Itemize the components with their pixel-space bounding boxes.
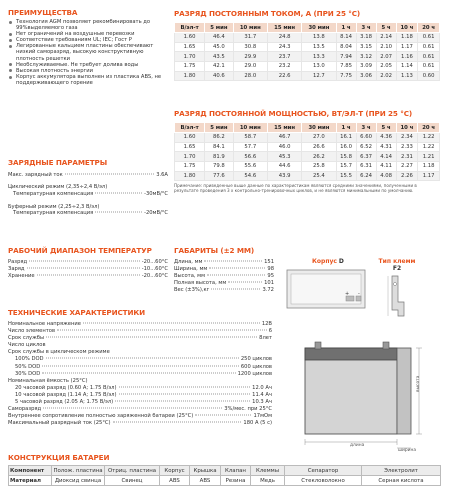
tech-row-value: 3%/мес. при 25°С (224, 406, 272, 413)
tech-row (8, 364, 272, 371)
table-header-row (175, 123, 440, 133)
table-cell: 2.27 (396, 162, 418, 172)
tech-row-value: 600 циклов (240, 363, 272, 370)
table-cell: 4.36 (376, 133, 396, 143)
table-cell: 16.1 (336, 133, 356, 143)
table-cell: 4.14 (376, 152, 396, 162)
table-cell: 13.5 (302, 42, 336, 52)
charge-cycle-comp-value: -30мВ/°С (144, 190, 168, 197)
table-cell: 77.6 (205, 171, 234, 181)
column-header: 3 ч (356, 123, 376, 133)
construction-row (9, 466, 441, 476)
temp-row-label: Заряд (8, 266, 25, 273)
table-cell: 2.14 (376, 33, 396, 43)
table-cell: 79.8 (205, 162, 234, 172)
temp-row (8, 273, 168, 280)
table-cell: 1.75 (175, 162, 205, 172)
table-header-row (175, 23, 440, 33)
charge-cycle-comp-row (8, 191, 168, 197)
charge-buffer-comp-row (8, 210, 168, 216)
charge-max-value: 3.6A (156, 172, 168, 178)
temp-row-label: Разряд (8, 259, 28, 265)
table-cell: 46.4 (205, 33, 234, 43)
table-cell: 1.18 (396, 33, 418, 43)
table-cell: 2.10 (376, 42, 396, 52)
column-header: 5 мин (205, 23, 234, 33)
tech-row-value: 12В (261, 321, 272, 327)
column-header: 1 ч (336, 23, 356, 33)
tech-row-value: 1200 циклов (237, 370, 272, 377)
battery-top-view-drawing (282, 266, 372, 312)
table-cell: 8.04 (336, 42, 356, 52)
column-header: 5 мин (205, 123, 234, 133)
construction-section (8, 453, 444, 486)
table-row (175, 62, 440, 72)
construction-cell: Диоксид свинца (52, 476, 105, 486)
table-cell: 1.75 (175, 62, 205, 72)
table-row (175, 152, 440, 162)
table-cell: 3.12 (356, 52, 376, 62)
case-value: D (338, 258, 344, 265)
table-cell: 26.2 (302, 152, 336, 162)
column-header: 5 ч (376, 123, 396, 133)
tech-title: ТЕХНИЧЕСКИЕ ХАРАКТЕРИСТИКИ (8, 308, 146, 317)
terminal-f2-drawing (384, 272, 414, 322)
table-cell: 22.6 (267, 71, 301, 81)
tech-row-label: 5 часовой разряд (2.05 А; 1.75 В/эл) (15, 399, 114, 406)
tech-row-label: 100% DOD (15, 356, 44, 363)
table-cell: 3.15 (356, 42, 376, 52)
advantages-section (8, 8, 168, 86)
column-header: 10 мин (233, 23, 267, 33)
terminal-value: F2 (392, 265, 402, 272)
tech-row-value: 17мОм (253, 413, 272, 420)
table-cell: 1.21 (418, 152, 440, 162)
table-cell: 1.14 (396, 62, 418, 72)
tech-row-label: Номинальное напряжение (8, 321, 81, 327)
construction-cell: Медь (251, 476, 285, 486)
temp-row (8, 259, 168, 266)
charge-max-label: Макс. зарядный ток (8, 172, 63, 178)
advantages-list (8, 19, 168, 86)
column-header: В/эл-т (175, 23, 205, 33)
temp-section (8, 246, 168, 280)
table-cell: 13.0 (302, 62, 336, 72)
column-header: 3 ч (356, 23, 376, 33)
table-cell: 46.7 (267, 133, 301, 143)
table-cell: 15.5 (336, 171, 356, 181)
construction-cell: ABS (190, 476, 221, 486)
table-cell: 1.22 (418, 142, 440, 152)
table-cell: 29.0 (233, 62, 267, 72)
construction-cell: Резина (221, 476, 251, 486)
table-row (175, 33, 440, 43)
current-table-section (174, 9, 444, 81)
tech-row (8, 371, 272, 378)
construction-cell: Электролит (362, 466, 441, 476)
table-cell: 2.33 (396, 142, 418, 152)
table-cell: 16.0 (336, 142, 356, 152)
table-cell: 40.6 (205, 71, 234, 81)
table-cell: 24.8 (267, 33, 301, 43)
column-header: 10 мин (233, 123, 267, 133)
tech-row-value: 250 циклов (240, 356, 272, 363)
advantage-item: Высокая плотность энергии (8, 68, 168, 74)
tech-row (8, 378, 272, 385)
construction-cell: Клапан (221, 466, 251, 476)
construction-cell: Отриц. пластина (105, 466, 160, 476)
column-header: 20 ч (418, 123, 440, 133)
advantage-item: Корпус аккумулятора выполнен из пластика ABS, не поддерживающего горение (8, 74, 168, 86)
tech-section (8, 308, 272, 427)
table-cell: 44.6 (267, 162, 301, 172)
battery-side-view-drawing (285, 330, 435, 455)
table-cell: 7.75 (336, 71, 356, 81)
table-cell: 6.24 (356, 171, 376, 181)
table-cell: 81.9 (205, 152, 234, 162)
tech-row-label: 50% DOD (15, 363, 41, 370)
advantage-item: Необслуживаемые. Не требует долива воды (8, 62, 168, 68)
table-cell: 13.3 (302, 52, 336, 62)
table-cell: 23.7 (267, 52, 301, 62)
construction-cell: Стекловолокно (285, 476, 362, 486)
table-cell: 7.85 (336, 62, 356, 72)
table-row (175, 171, 440, 181)
table-cell: 1.17 (418, 171, 440, 181)
tech-row (8, 335, 272, 342)
case-label: Корпус (312, 258, 337, 265)
table-row (175, 71, 440, 81)
table-cell: 15.8 (336, 152, 356, 162)
tech-row (8, 342, 272, 349)
table-cell: 1.65 (175, 42, 205, 52)
case-label-group (312, 258, 344, 265)
power-table-title: РАЗРЯД ПОСТОЯННОЙ МОЩНОСТЬЮ, ВТ/ЭЛ-Т (ПРИ 25 °С) (174, 109, 413, 118)
temp-title: РАБОЧИЙ ДИАПАЗОН ТЕМПЕРАТУР (8, 246, 152, 255)
tech-row-value: 11.4 Ач (252, 391, 272, 398)
construction-cell: Полож. пластина (53, 467, 103, 474)
table-cell: 29.9 (233, 52, 267, 62)
table-cell: 15.7 (336, 162, 356, 172)
table-cell: 2.26 (396, 171, 418, 181)
table-cell: 1.18 (418, 162, 440, 172)
tech-row-label: 10 часовой разряд (1.14 А; 1.75 В/эл) (15, 391, 117, 398)
column-header: 10 ч (396, 123, 418, 133)
table-cell: 4.31 (376, 142, 396, 152)
table-cell: 3.18 (356, 33, 376, 43)
tech-row-label: Саморазряд (8, 406, 42, 413)
power-table-note: Примечание: приведенные выше данные по характеристикам являются средними значениями, полученными в результате проведения 3 х контрольно-тренировочных циклов, и не являются минимальными по умолчанию. (174, 183, 417, 194)
table-cell: 8.14 (336, 33, 356, 43)
dims-row-value: 98 (267, 266, 274, 273)
construction-row (9, 476, 441, 486)
table-cell: 6.60 (356, 133, 376, 143)
table-cell: 0.61 (418, 33, 440, 43)
svg-text:-: - (358, 291, 360, 297)
table-cell: 45.3 (267, 152, 301, 162)
advantage-item: Технология AGM позволяет рекомбинировать до 99%выделяемого газа (8, 19, 168, 31)
tech-row (8, 392, 272, 399)
table-cell: 1.60 (175, 33, 205, 43)
table-cell: 31.7 (233, 33, 267, 43)
advantage-item: Нет ограничений на воздушные перевозки (8, 31, 168, 37)
tech-row-label: Срок службы (8, 335, 45, 342)
dims-row-label: Вес (±3%),кг (174, 287, 210, 294)
table-row (175, 42, 440, 52)
tech-row-label: 20 часовой разряд (0.60 А; 1.75 В/эл) (15, 384, 117, 391)
width-mark: ширина (398, 448, 417, 453)
table-cell: 1.17 (396, 42, 418, 52)
construction-table (8, 465, 441, 486)
dims-row (174, 259, 274, 266)
terminal-label: Тип клемм (378, 258, 416, 265)
tech-row-value: 6 (268, 328, 272, 335)
table-cell: 12.7 (302, 71, 336, 81)
dims-row-value: 95 (267, 273, 274, 280)
construction-cell: Свинец (105, 476, 160, 486)
table-cell: 26.6 (302, 142, 336, 152)
table-cell: 43.5 (205, 52, 234, 62)
dims-row (174, 287, 274, 294)
table-cell: 4.08 (376, 171, 396, 181)
dims-row-value: 3.72 (262, 287, 274, 294)
charge-cycle-comp-label: Температурная компенсация (13, 190, 94, 197)
column-header: В/эл-т (175, 123, 205, 133)
table-cell: 1.16 (396, 52, 418, 62)
table-cell: 0.61 (418, 42, 440, 52)
table-cell: 0.61 (418, 52, 440, 62)
table-cell: 86.2 (205, 133, 234, 143)
charge-title: ЗАРЯДНЫЕ ПАРАМЕТРЫ (8, 158, 108, 167)
table-cell: 23.2 (267, 62, 301, 72)
table-cell: 3.09 (356, 62, 376, 72)
table-cell: 1.70 (175, 152, 205, 162)
table-cell: 25.4 (302, 171, 336, 181)
advantage-item: Легированные кальцием пластины обеспечивают низкий саморазряд, высокую конструктивную плотность решетки (8, 43, 168, 61)
dims-row-value: 151 (264, 259, 274, 265)
advantages-title: ПРЕИМУЩЕСТВА (8, 8, 78, 17)
dims-title: ГАБАРИТЫ (±2 ММ) (174, 246, 255, 255)
table-cell: 45.0 (205, 42, 234, 52)
table-row (175, 162, 440, 172)
table-cell: 6.52 (356, 142, 376, 152)
column-header: 15 мин (267, 23, 301, 33)
table-cell: 1.70 (175, 52, 205, 62)
column-header: 20 ч (418, 23, 440, 33)
table-cell: 58.7 (233, 133, 267, 143)
table-cell: 6.31 (356, 162, 376, 172)
dims-row-label: Длина, мм (174, 259, 203, 265)
tech-row-label: Срок службы в циклическом режиме (8, 349, 110, 356)
construction-cell: Корпус (160, 466, 190, 476)
tech-row-value: 10.3 Ач (252, 399, 272, 406)
column-header: 1 ч (336, 123, 356, 133)
tech-row-value: 8лет (259, 335, 272, 342)
height-mark: высота (416, 375, 421, 392)
table-cell: 13.8 (302, 33, 336, 43)
table-cell: 56.6 (233, 152, 267, 162)
column-header: 10 ч (396, 23, 418, 33)
construction-cell: Материал (9, 476, 52, 486)
length-mark: длина (350, 443, 365, 448)
table-cell: 0.60 (418, 71, 440, 81)
tech-row-value: 180 А (5 с) (243, 420, 272, 427)
tech-row-value: 12.0 Ач (252, 384, 272, 391)
charge-section (8, 158, 168, 216)
column-header: 30 мин (302, 123, 336, 133)
tech-row-label: Номинальная ёмкость (25°С) (8, 377, 88, 384)
table-cell: 84.1 (205, 142, 234, 152)
table-cell: 2.07 (376, 52, 396, 62)
temp-row-label: Хранение (8, 273, 35, 280)
table-cell: 1.65 (175, 142, 205, 152)
dims-row-value: 101 (264, 280, 274, 287)
current-table-title: РАЗРЯД ПОСТОЯННЫМ ТОКОМ, А (ПРИ 25 °С) (174, 9, 361, 18)
table-cell: 25.8 (302, 162, 336, 172)
table-row (175, 52, 440, 62)
table-cell: 55.6 (233, 162, 267, 172)
table-cell: 57.7 (233, 142, 267, 152)
dims-row-label: Высота, мм (174, 273, 206, 280)
construction-cell: Компонент (9, 466, 52, 476)
construction-cell: ABS (160, 476, 190, 486)
tech-row (8, 356, 272, 363)
construction-cell: Сепаратор (285, 466, 362, 476)
table-cell: 54.6 (233, 171, 267, 181)
tech-row (8, 328, 272, 335)
power-discharge-table (174, 122, 440, 181)
charge-max-row (8, 172, 168, 178)
column-header: 15 мин (267, 123, 301, 133)
advantage-item: Соответствие требованиям UL; IEC; Гост Р (8, 37, 168, 43)
dims-row-label: Полная высота, мм (174, 280, 227, 287)
table-row (175, 142, 440, 152)
table-cell: 46.0 (267, 142, 301, 152)
tech-row (8, 399, 272, 406)
table-cell: 43.9 (267, 171, 301, 181)
terminal-label-group (372, 258, 422, 272)
tech-row-label: Число элементов (8, 328, 56, 335)
temp-row-value: -20...60°С (141, 273, 168, 280)
tech-row-label: Максимальный разрядный ток (25°С) (8, 420, 111, 427)
column-header: 30 мин (302, 23, 336, 33)
charge-buffer-comp-value: -20мВ/°С (144, 210, 168, 217)
table-cell: 0.61 (418, 62, 440, 72)
construction-cell: Серная кислота (362, 476, 441, 486)
table-cell: 2.05 (376, 62, 396, 72)
temp-row-value: -10...60°С (141, 266, 168, 273)
tech-row-label: Число циклов (8, 342, 46, 349)
table-row (175, 133, 440, 143)
svg-text:+: + (345, 291, 350, 297)
temp-row (8, 266, 168, 273)
charge-buffer-comp-label: Температурная компенсация (13, 210, 94, 217)
construction-cell: Крышка (190, 466, 221, 476)
table-cell: 6.37 (356, 152, 376, 162)
construction-cell: Клеммы (251, 466, 285, 476)
tech-row (8, 385, 272, 392)
charge-buffer-label: Буферный режим (2,25÷2,3 В/эл) (8, 203, 100, 210)
table-cell: 27.0 (302, 133, 336, 143)
table-cell: 1.80 (175, 171, 205, 181)
table-cell: 42.1 (205, 62, 234, 72)
dims-row (174, 273, 274, 280)
table-cell: 2.34 (396, 133, 418, 143)
table-cell: 1.60 (175, 133, 205, 143)
table-cell: 1.22 (418, 133, 440, 143)
temp-row-value: -20...60°С (141, 259, 168, 265)
dims-row-label: Ширина, мм (174, 266, 208, 273)
table-cell: 7.94 (336, 52, 356, 62)
table-cell: 2.31 (396, 152, 418, 162)
table-cell: 24.3 (267, 42, 301, 52)
dims-row (174, 280, 274, 287)
dims-row (174, 266, 274, 273)
table-cell: 4.11 (376, 162, 396, 172)
table-cell: 1.80 (175, 71, 205, 81)
tech-row (8, 420, 272, 427)
column-header: 5 ч (376, 23, 396, 33)
table-cell: 1.13 (396, 71, 418, 81)
tech-row (8, 321, 272, 328)
table-cell: 28.0 (233, 71, 267, 81)
construction-title: КОНСТРУКЦИЯ БАТАРЕИ (8, 453, 110, 462)
tech-row-label: 30% DOD (15, 370, 41, 377)
tech-row-label: Внутреннее сопротивление полностью заряженной батареи (25°С) (8, 413, 194, 420)
dims-section (174, 246, 274, 294)
table-cell: 30.8 (233, 42, 267, 52)
power-table-section (174, 109, 444, 194)
current-discharge-table (174, 22, 440, 81)
tech-row (8, 349, 272, 356)
table-cell: 2.02 (376, 71, 396, 81)
table-cell: 3.06 (356, 71, 376, 81)
charge-cycle-label: Циклический режим (2,35÷2,4 В/эл) (8, 184, 108, 191)
